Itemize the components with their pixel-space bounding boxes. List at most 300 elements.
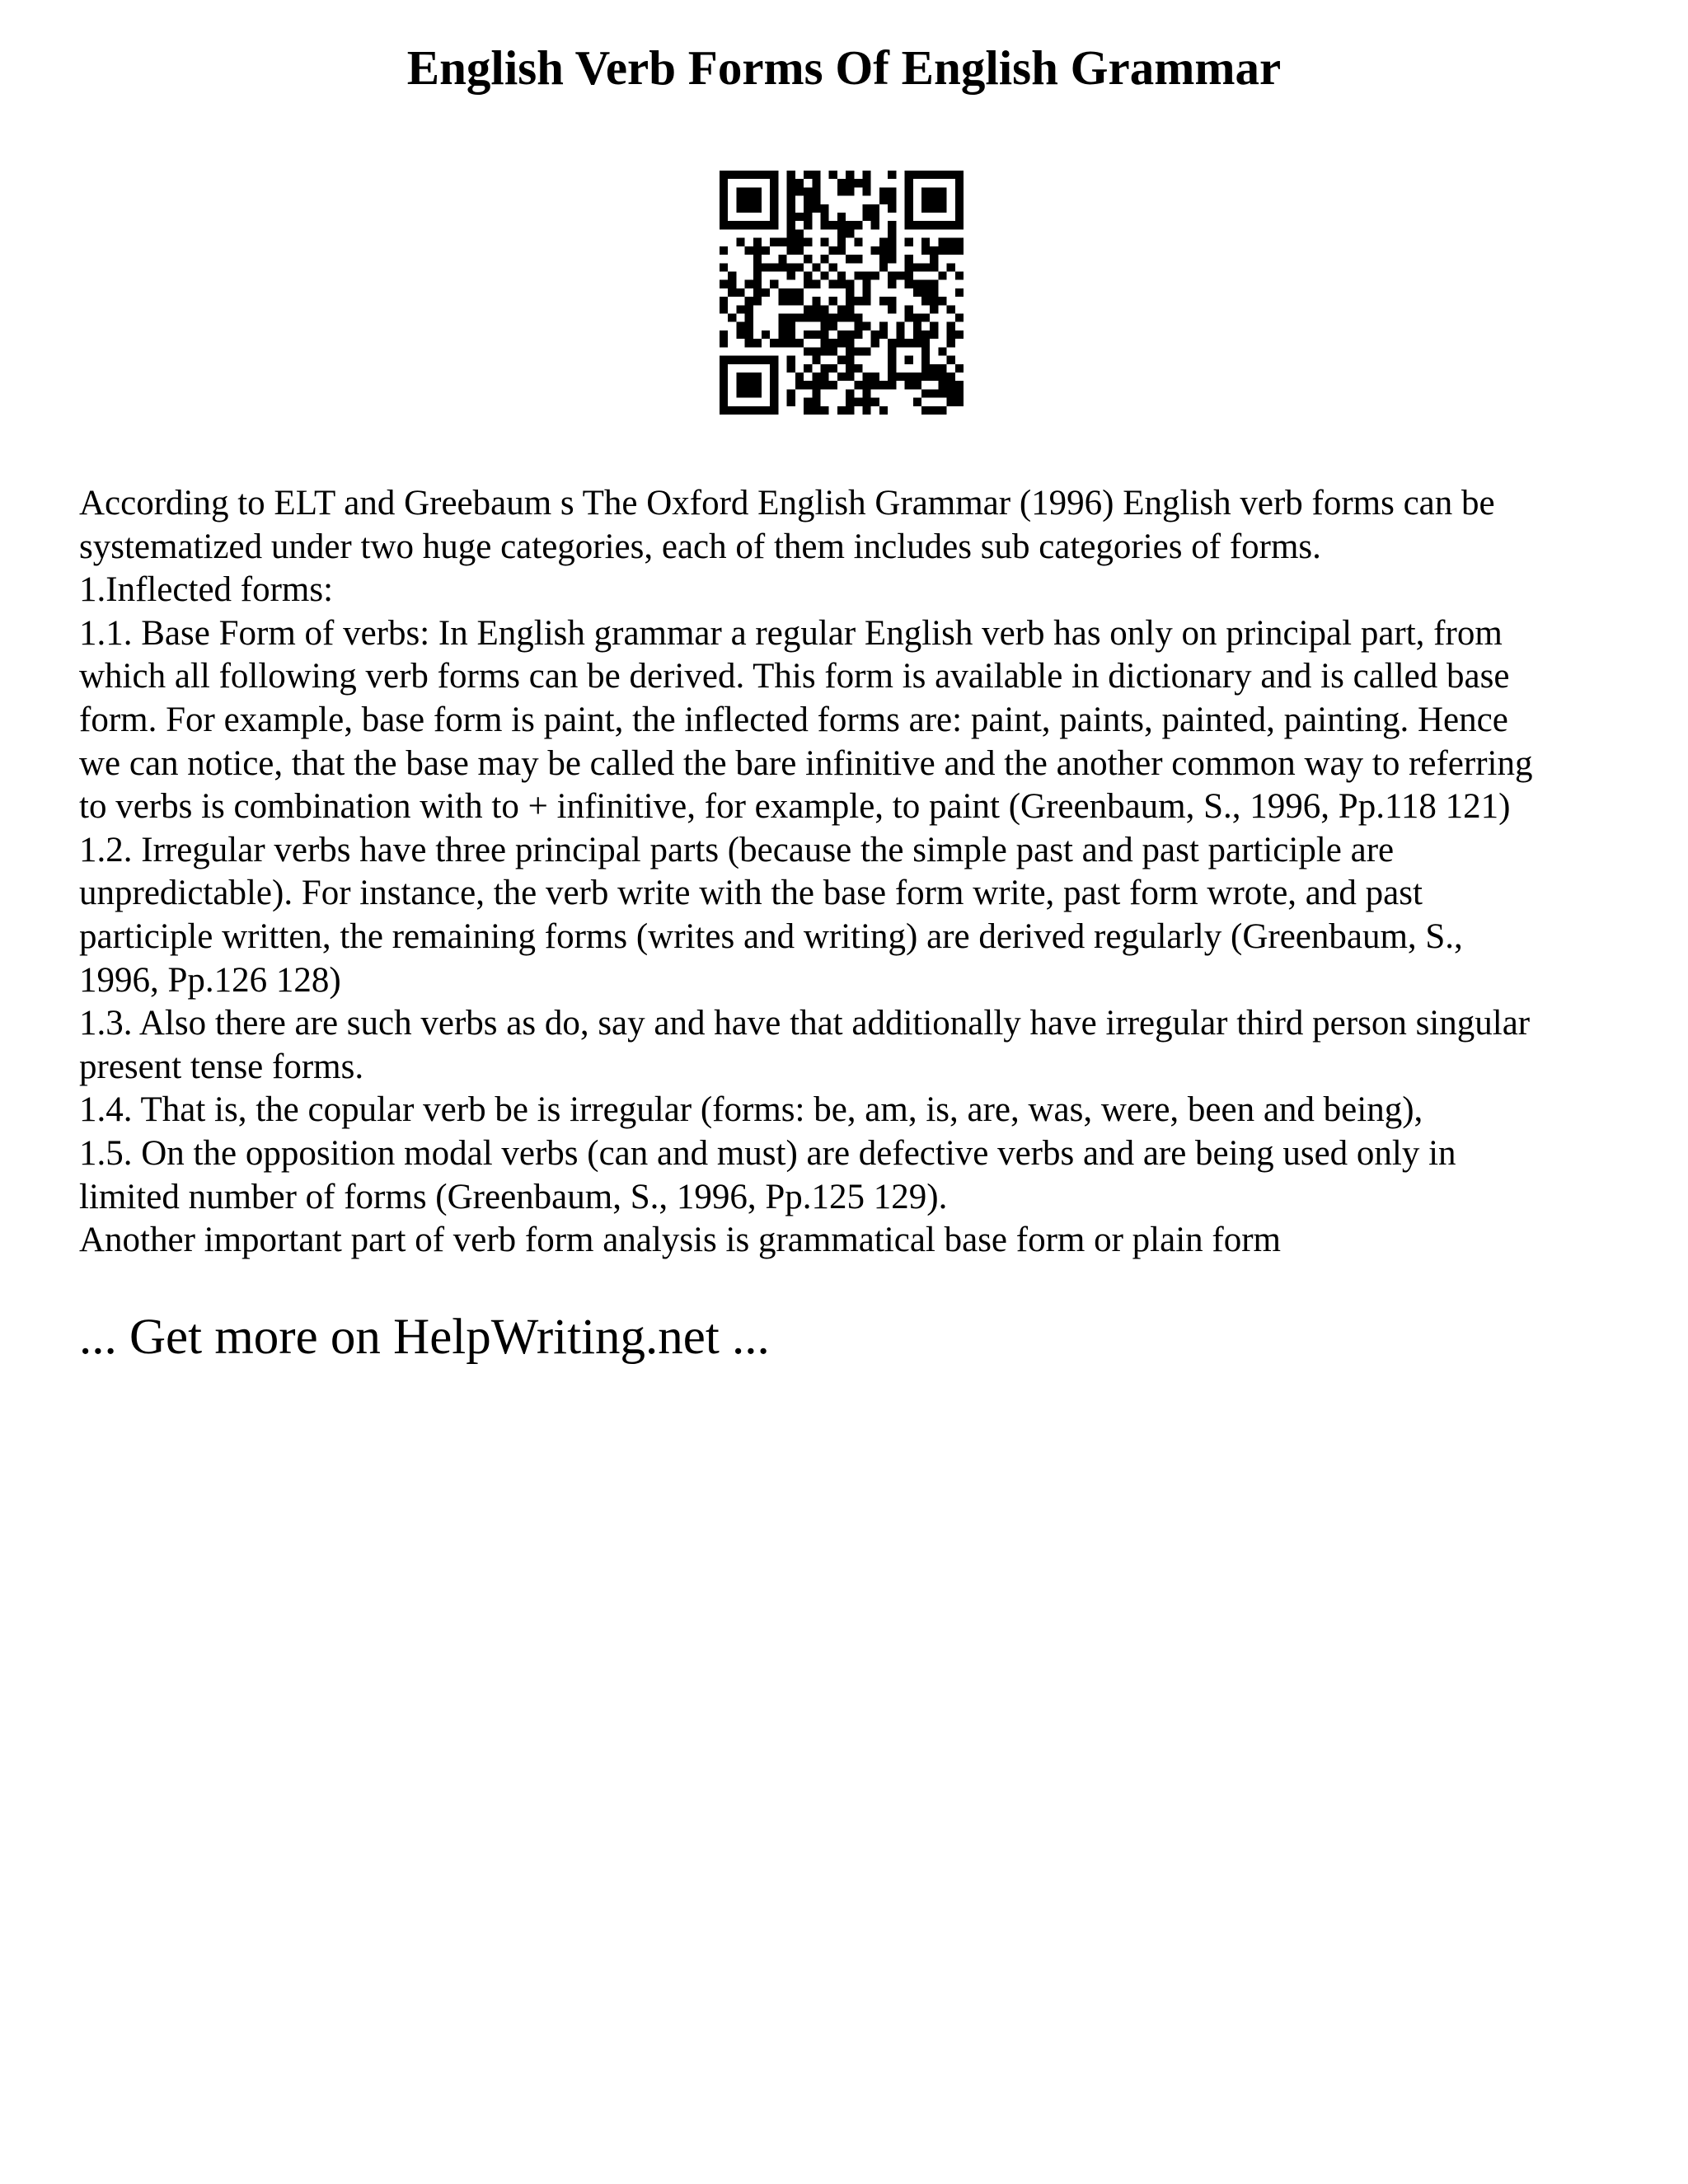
qr-module [812,171,820,179]
qr-module [871,204,879,213]
qr-module [905,213,913,221]
qr-module [938,221,946,229]
qr-module [854,347,862,355]
qr-module [745,305,753,313]
qr-module [896,339,904,347]
qr-module [753,339,762,347]
qr-module [820,364,828,373]
qr-module [762,288,770,297]
qr-module [913,322,921,330]
qr-module [846,356,854,364]
qr-module [812,406,820,415]
qr-module [720,280,728,288]
qr-module [888,280,896,288]
qr-module [745,406,753,415]
qr-module [812,204,820,213]
qr-module [753,187,762,195]
qr-module [745,339,753,347]
qr-module [795,373,804,381]
qr-module [787,339,795,347]
qr-module [804,280,812,288]
qr-module [787,288,795,297]
qr-module [930,187,938,195]
qr-module [888,347,896,355]
qr-module [921,330,930,339]
qr-module [736,221,744,229]
body-line: which all following verb forms can be derived. This form is available in dictionary and is called base [79,657,1510,696]
qr-module [820,314,828,322]
qr-module [930,305,938,313]
qr-module [812,347,820,355]
qr-module [720,406,728,415]
qr-module [947,398,955,406]
qr-module [820,322,828,330]
qr-module [804,238,812,246]
qr-module [955,238,964,246]
qr-module [938,389,946,397]
qr-module [804,398,812,406]
qr-module [795,288,804,297]
qr-module [720,263,728,271]
qr-module [770,389,778,397]
qr-module [871,398,879,406]
qr-module [947,381,955,389]
qr-module [888,381,896,389]
qr-module [846,330,854,339]
qr-module [812,179,820,187]
qr-module [871,271,879,279]
qr-module [804,171,812,179]
qr-module [930,322,938,330]
qr-module [787,238,795,246]
qr-module [913,330,921,339]
qr-module [736,381,744,389]
qr-module [930,330,938,339]
qr-module [955,204,964,213]
qr-module [720,373,728,381]
qr-module [720,356,728,364]
qr-module [879,187,888,195]
qr-module [804,330,812,339]
qr-module [812,297,820,305]
qr-module [795,263,804,271]
qr-module [837,373,846,381]
qr-module [905,221,913,229]
qr-module [955,196,964,204]
qr-module [770,406,778,415]
body-line: systematized under two huge categories, each of them includes sub categories of forms. [79,527,1321,566]
qr-module [762,263,770,271]
qr-module [720,330,728,339]
qr-module [812,330,820,339]
qr-module [753,255,762,263]
qr-module [913,221,921,229]
qr-module [720,305,728,313]
body-line: present tense forms. [79,1047,364,1086]
qr-module [938,373,946,381]
qr-module [837,246,846,255]
qr-module [837,305,846,313]
qr-module [837,280,846,288]
qr-module [762,406,770,415]
qr-module [812,398,820,406]
qr-module [770,221,778,229]
qr-module [846,305,854,313]
qr-module [938,406,946,415]
qr-module [728,271,736,279]
qr-module [762,356,770,364]
qr-module [720,246,728,255]
qr-module [930,406,938,415]
qr-module [930,297,938,305]
qr-module [947,389,955,397]
qr-module [846,347,854,355]
qr-module [863,280,871,288]
qr-module [787,246,795,255]
qr-module [913,398,921,406]
qr-module [879,246,888,255]
qr-module [829,297,837,305]
qr-module [854,271,862,279]
qr-module [955,314,964,322]
qr-module [820,381,828,389]
qr-module [804,305,812,313]
qr-module [820,406,828,415]
qr-module [770,238,778,246]
qr-module [863,389,871,397]
body-line: participle written, the remaining forms (writes and writing) are derived regularly (Greenbaum, S., [79,916,1463,956]
qr-module [871,246,879,255]
qr-module [812,373,820,381]
qr-module [745,187,753,195]
qr-module [854,330,862,339]
body-line: According to ELT and Greebaum s The Oxford English Grammar (1996) English verb forms can be [79,484,1495,523]
qr-module [720,381,728,389]
qr-module [905,356,913,364]
qr-module [770,280,778,288]
qr-module [770,179,778,187]
qr-module [921,297,930,305]
qr-module [888,196,896,204]
qr-module [879,330,888,339]
qr-module [804,213,812,221]
qr-module [795,179,804,187]
qr-module [745,381,753,389]
qr-module [753,171,762,179]
get-more-link[interactable]: ... Get more on HelpWriting.net ... [79,1310,770,1365]
qr-module [720,204,728,213]
qr-module [955,330,964,339]
qr-module [778,238,786,246]
qr-module [820,271,828,279]
qr-module [930,288,938,297]
qr-module [753,263,762,271]
qr-module [762,246,770,255]
qr-module [896,271,904,279]
qr-module [829,347,837,355]
qr-module [905,171,913,179]
qr-module [804,187,812,195]
qr-module [913,288,921,297]
qr-module [778,322,786,330]
qr-module [829,339,837,347]
qr-module [795,238,804,246]
qr-module [863,381,871,389]
qr-module [736,196,744,204]
qr-module [736,373,744,381]
qr-module [753,246,762,255]
qr-module [804,364,812,373]
qr-module [913,314,921,322]
qr-module [770,381,778,389]
article-body [79,482,1629,1263]
qr-module [720,196,728,204]
qr-module [854,322,862,330]
qr-module [745,204,753,213]
qr-module [753,221,762,229]
qr-module [728,356,736,364]
qr-module [720,171,728,179]
qr-module [795,187,804,195]
qr-module [787,263,795,271]
qr-module [745,297,753,305]
qr-module [879,381,888,389]
qr-module [736,238,744,246]
qr-module [837,330,846,339]
qr-module [728,171,736,179]
qr-module [720,179,728,187]
qr-module [930,246,938,255]
qr-module [863,406,871,415]
qr-module [770,187,778,195]
qr-module [787,364,795,373]
qr-module [905,314,913,322]
qr-module [812,263,820,271]
qr-module [863,204,871,213]
qr-module [770,196,778,204]
qr-module [787,179,795,187]
qr-module [720,221,728,229]
qr-module [829,280,837,288]
qr-module [820,221,828,229]
qr-module [913,263,921,271]
qr-module [871,381,879,389]
qr-module [921,389,930,397]
qr-module [888,246,896,255]
qr-module [736,389,744,397]
qr-module [863,271,871,279]
qr-module [955,364,964,373]
qr-module [888,255,896,263]
body-line: 1.1. Base Form of verbs: In English grammar a regular English verb has only on principal part, from [79,613,1503,653]
qr-module [955,271,964,279]
qr-module [938,246,946,255]
qr-module [820,347,828,355]
qr-module [762,221,770,229]
qr-module [947,246,955,255]
qr-module [921,204,930,213]
qr-code-icon [720,171,964,415]
qr-module [770,171,778,179]
qr-module [745,171,753,179]
qr-module [921,171,930,179]
qr-module [896,373,904,381]
qr-module [888,204,896,213]
qr-module [812,187,820,195]
qr-module [863,187,871,195]
qr-module [846,398,854,406]
qr-module [728,406,736,415]
qr-module [888,229,896,237]
qr-module [736,305,744,313]
qr-module [728,221,736,229]
qr-module [888,364,896,373]
qr-module [955,389,964,397]
body-line: form. For example, base form is paint, the inflected forms are: paint, paints, painted, painting. Hence [79,700,1508,739]
qr-module [778,330,786,339]
qr-module [837,213,846,221]
qr-module [846,339,854,347]
qr-module [795,246,804,255]
qr-module [947,339,955,347]
qr-module [938,271,946,279]
qr-module [829,381,837,389]
qr-module [745,196,753,204]
qr-module [812,381,820,389]
qr-module [787,221,795,229]
qr-module [787,398,795,406]
qr-module [846,373,854,381]
qr-module [921,356,930,364]
qr-module [863,398,871,406]
qr-module [863,288,871,297]
qr-module [888,271,896,279]
body-line: to verbs is combination with to + infinitive, for example, to paint (Greenbaum, S., 1996, Pp.118 121) [79,787,1511,827]
qr-module [787,196,795,204]
qr-module [787,229,795,237]
qr-module [745,330,753,339]
qr-module [846,255,854,263]
qr-module [955,246,964,255]
qr-module [955,381,964,389]
qr-module [753,204,762,213]
qr-module [905,196,913,204]
qr-module [921,364,930,373]
qr-module [930,280,938,288]
qr-module [846,179,854,187]
body-line: limited number of forms (Greenbaum, S., 1996, Pp.125 129). [79,1177,948,1216]
qr-module [846,406,854,415]
qr-module [938,204,946,213]
page-title: English Verb Forms Of English Grammar [406,40,1282,95]
qr-module [888,238,896,246]
qr-module [753,238,762,246]
qr-module [921,406,930,415]
qr-module [863,373,871,381]
qr-module [905,238,913,246]
qr-module [905,305,913,313]
qr-module [854,255,862,263]
qr-module [854,314,862,322]
qr-module [879,263,888,271]
qr-module [913,339,921,347]
qr-module [820,213,828,221]
qr-module [804,255,812,263]
qr-module [846,221,854,229]
qr-module [787,356,795,364]
qr-module [955,179,964,187]
qr-module [736,288,744,297]
qr-module [745,373,753,381]
qr-module [938,187,946,195]
qr-module [913,171,921,179]
qr-module [770,263,778,271]
qr-module [745,322,753,330]
qr-module [871,221,879,229]
qr-module [938,364,946,373]
qr-module [930,373,938,381]
qr-module [837,314,846,322]
qr-module [720,364,728,373]
qr-module [938,171,946,179]
qr-module [787,204,795,213]
qr-module [753,288,762,297]
qr-module [812,305,820,313]
qr-module [930,204,938,213]
qr-module [947,263,955,271]
qr-module [888,305,896,313]
qr-module [795,381,804,389]
qr-module [947,305,955,313]
qr-module [905,381,913,389]
qr-module [728,280,736,288]
qr-module [905,204,913,213]
qr-module [871,339,879,347]
qr-module [854,381,862,389]
qr-module [812,389,820,397]
qr-module [812,280,820,288]
qr-module [879,196,888,204]
qr-module [955,221,964,229]
qr-module [736,171,744,179]
qr-module [854,221,862,229]
qr-module [837,339,846,347]
qr-module [905,280,913,288]
qr-module [720,187,728,195]
qr-module [753,356,762,364]
qr-module [770,373,778,381]
qr-code-graphic [720,171,964,415]
qr-module [829,314,837,322]
qr-module [837,271,846,279]
qr-module [812,314,820,322]
qr-module [753,373,762,381]
qr-module [896,322,904,330]
qr-module [778,314,786,322]
qr-module [947,330,955,339]
qr-module [837,221,846,229]
body-line: 1.2. Irregular verbs have three principal parts (because the simple past and past participle are [79,830,1395,869]
qr-module [846,389,854,397]
qr-module [736,406,744,415]
qr-module [955,187,964,195]
qr-module [720,297,728,305]
qr-module [846,288,854,297]
qr-module [863,322,871,330]
qr-module [745,280,753,288]
qr-module [930,221,938,229]
qr-module [787,213,795,221]
